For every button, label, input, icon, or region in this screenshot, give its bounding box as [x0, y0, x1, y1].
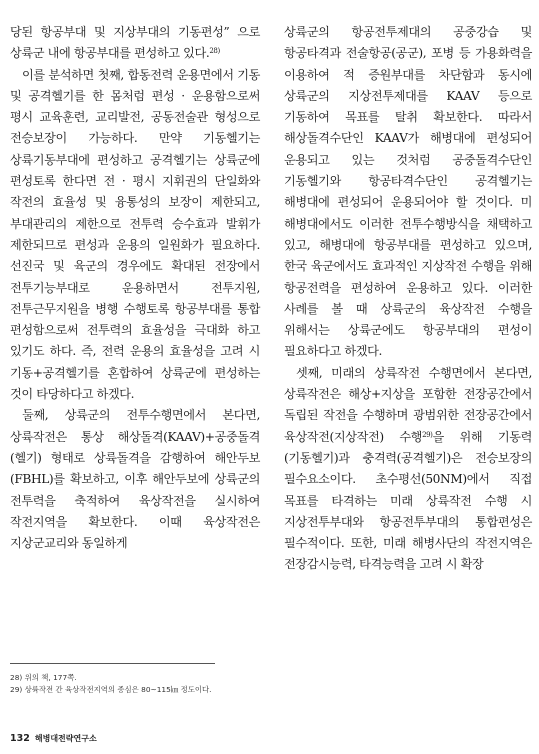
paragraph-text: 당된 항공부대 및 지상부대의 기동편성” 으로 상륙군 내에 항공부대를 편성하고 있다.: [10, 25, 260, 61]
right-column: [284, 22, 532, 576]
paragraph: [10, 22, 260, 65]
left-column: [10, 22, 260, 554]
page-footer: [10, 733, 97, 744]
paragraph: [284, 363, 532, 576]
paragraph: 이를 분석하면 첫째, 합동전력 운용면에서 기동 및 공격헬기를 한 몸처럼 편성 · 운용함으로써 평시 교육훈련, 교리발전, 공동전술관 형성으로 전승보장이 가능하다. 만약 기동헬기는 상륙기동부대에 편성하고 공격헬기는 상륙군에 편성토록 한다면 전 · 평시 지휘권의 단일화와 작전의 효율성 및 융통성의 보장이 제한되고, 부대관리의 제한으로 전투력 승수효과 발휘가 제한되므로 편성과 운용의 일원화가 필요하다. 선진국 및 육군의 경우에도 확대된 전장에서 전투기능부대로 운용하면서 전투지원, 전투근무지원을 병행 수행토록 항공부대를 통합 편성함으로써 전투력의 효율성을 극대화 하고 있기도 하다. 즉, 전력 운용의 효율성을 고려 시 기동+공격헬기를 혼합하여 상륙군에 편성하는 것이 타당하다고 하겠다.: [10, 67, 260, 402]
footnote-ref: 29): [422, 430, 433, 439]
footnote: 29) 상륙작전 간 육상작전지역의 종심은 80~115㎞ 정도이다.: [10, 685, 212, 694]
publisher-name: 해병대전략연구소: [34, 734, 97, 743]
footnote-ref: 28): [209, 47, 220, 56]
footnote-divider: [10, 663, 215, 664]
paragraph: 둘째, 상륙군의 전투수행면에서 본다면, 상륙작전은 통상 해상돌격(KAAV)+공중돌격(헬기) 형태로 상륙돌격을 감행하여 해안두보(FBHL)를 확보하고, 이후 해안두보에 상륙군의 전투력을 축적하여 육상작전을 실시하여 작전지역을 확보한다. 이때 육상작전은 지상군교리와 동일하게: [10, 408, 260, 551]
footnote: 28) 위의 책, 177쪽.: [10, 673, 77, 682]
paragraph: 상륙군의 항공전투제대의 공중강습 및 항공타격과 전술항공(공군), 포병 등 가용화력을 이용하여 적 증원부대를 차단함과 동시에 상륙군의 지상전투제대를 KAAV 등으로 기동하여 목표를 탈취 확보한다. 따라서 해상돌격수단인 KAAV가 해병대에 편성되어 운용되고 있는 것처럼 공중돌격수단인 기동헬기와 항공타격수단인 공격헬기는 해병대에 편성되어 운용되어야 할 것이다. 미 해병대에서도 이러한 전투수행방식을 채택하고 있고, 해병대에 항공부대를 편성하고 있으며, 한국 육군에서도 효과적인 지상작전 수행을 위해 항공전력을 편성하여 운용하고 있다. 이러한 사례를 볼 때 상륙군의 육상작전 수행을 위해서는 상륙군에도 항공부대의 편성이 필요하다고 하겠다.: [284, 25, 532, 359]
footnotes: [10, 672, 211, 696]
paragraph-text: 을 위해 기동력(기동헬기)과 충격력(공격헬기)은 전승보장의 필수요소이다. 초수평선(50NM)에서 직접 목표를 타격하는 미래 상륙작전 수행 시 지상전투부대와 항공전투부대의 통합편성은 필수적이다. 또한, 미래 해병사단의 작전지역은 전장감시능력, 타격능력을 고려 시 확장: [284, 429, 532, 572]
paragraph-text: 셋째, 미래의 상륙작전 수행면에서 본다면, 상륙작전은 해상+지상을 포함한 전장공간에서 독립된 작전을 수행하며 광범위한 전장공간에서 육상작전(지상작전) 수행: [284, 365, 532, 444]
page-number: 132: [10, 733, 30, 744]
